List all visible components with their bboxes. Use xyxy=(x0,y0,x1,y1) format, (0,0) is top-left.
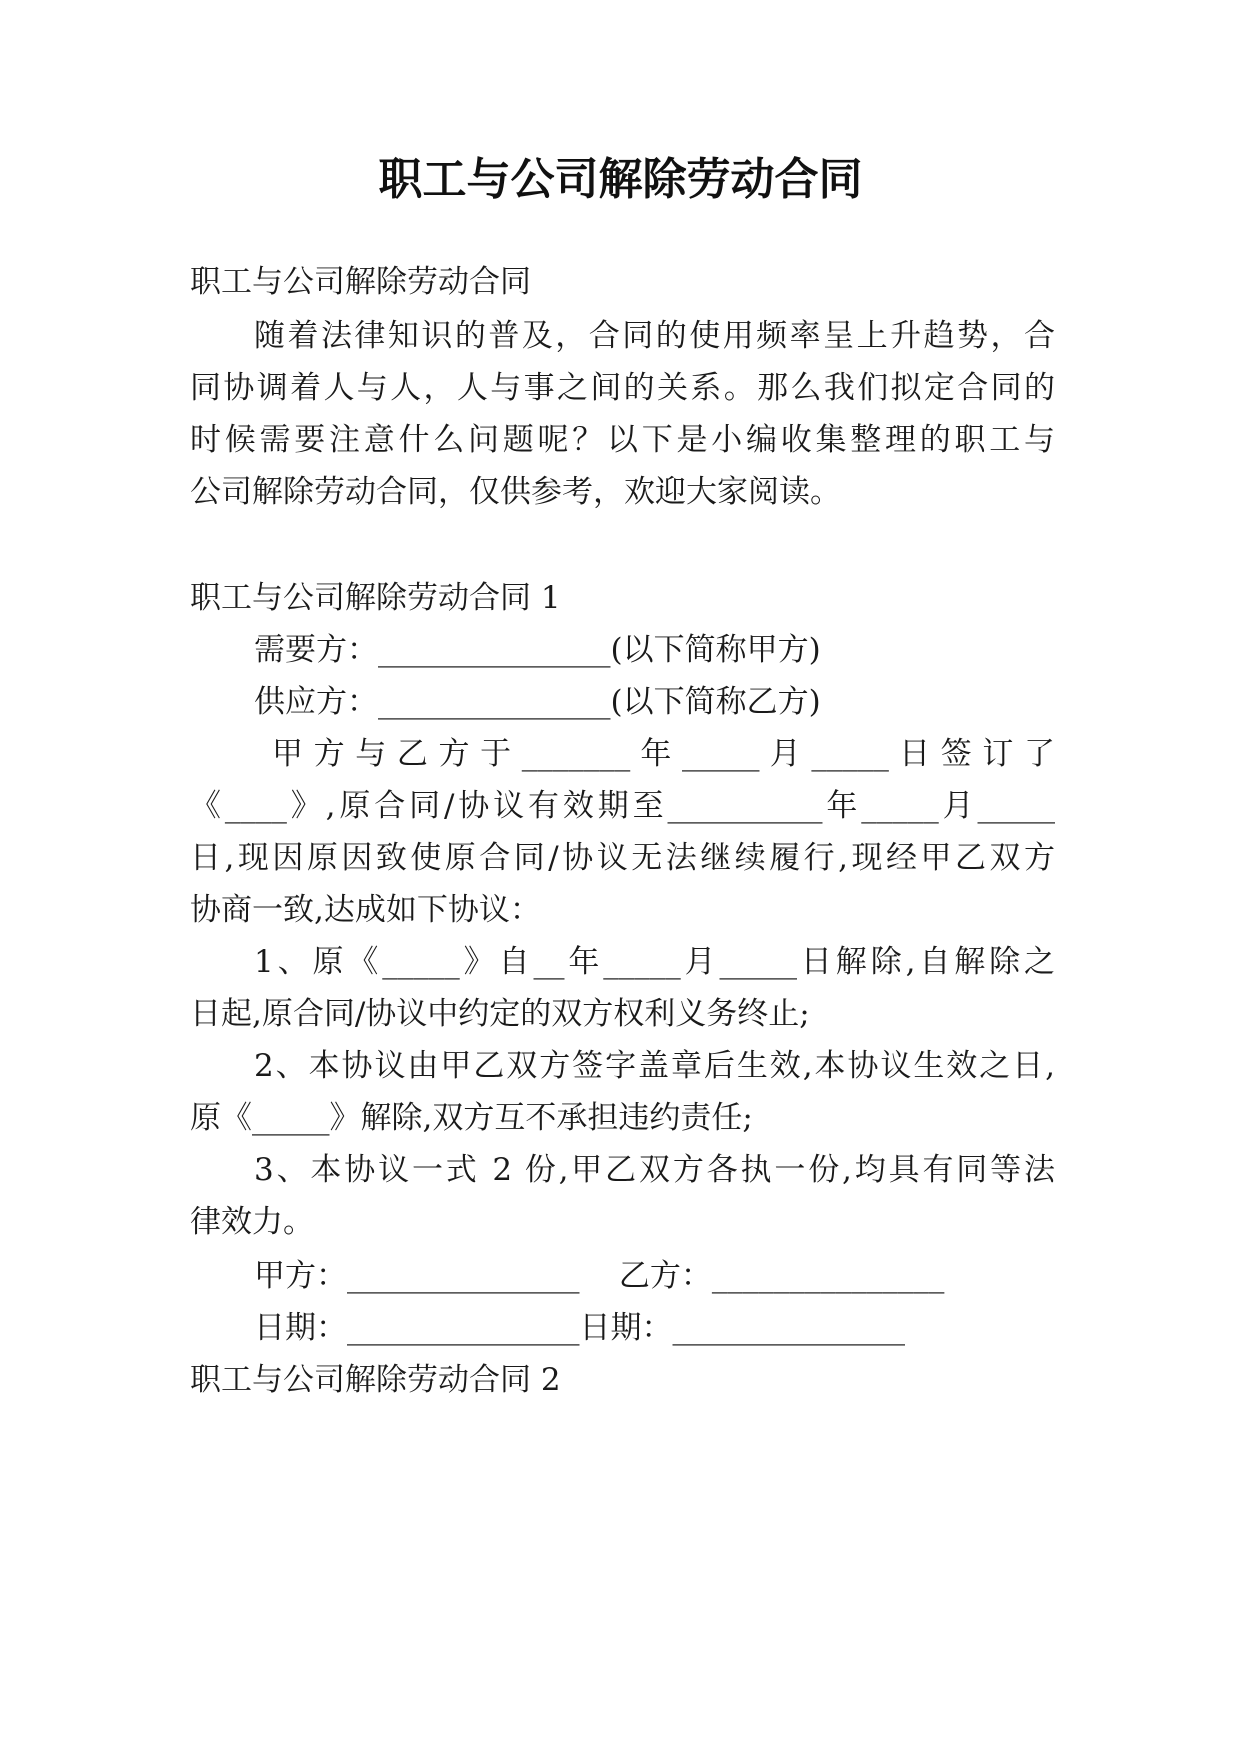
section-2-heading: 职工与公司解除劳动合同 2 xyxy=(190,1362,561,1398)
demand-party-field: 需要方：_______________(以下简称甲方) xyxy=(254,632,821,668)
intro-paragraph-line-2: 同协调着人与人，人与事之间的关系。那么我们拟定合同的 xyxy=(190,370,1055,406)
clause-3-line-1: 3、本协议一式 2 份,甲乙双方各执一份,均具有同等法 xyxy=(254,1152,1055,1188)
clause-1-line-1: 1、原《_____》自__年_____月_____日解除,自解除之 xyxy=(254,944,1055,980)
intro-paragraph-line-4: 公司解除劳动合同，仅供参考，欢迎大家阅读。 xyxy=(190,474,841,510)
supply-party-field: 供应方：_______________(以下简称乙方) xyxy=(254,684,821,720)
signing-date-line: 甲 方 与 乙 方 于 _______ 年 _____ 月 _____ 日 签 订 了 xyxy=(272,736,1055,772)
clause-2-line-1: 2、本协议由甲乙双方签字盖章后生效,本协议生效之日, xyxy=(254,1048,1055,1084)
agreement-intro-line: 协商一致,达成如下协议： xyxy=(190,892,541,928)
clause-3-line-2: 律效力。 xyxy=(190,1204,314,1240)
section-1-heading: 职工与公司解除劳动合同 1 xyxy=(190,580,561,616)
intro-paragraph-line-1: 随着法律知识的普及，合同的使用频率呈上升趋势，合 xyxy=(254,318,1055,354)
clause-2-line-2: 原《_____》解除,双方互不承担违约责任; xyxy=(190,1100,753,1136)
document-title: 职工与公司解除劳动合同 xyxy=(378,154,863,205)
party-signature-line: 甲方：_______________ 乙方：_______________ xyxy=(254,1258,945,1294)
original-contract-validity-line: 《____》,原合同/协议有效期至__________年_____月_____ xyxy=(190,788,1055,824)
date-signature-line: 日期：_______________日期：_______________ xyxy=(254,1310,905,1346)
intro-heading: 职工与公司解除劳动合同 xyxy=(190,264,531,300)
clause-1-line-2: 日起,原合同/协议中约定的双方权利义务终止; xyxy=(190,996,810,1032)
contract-reason-line: 日,现因原因致使原合同/协议无法继续履行,现经甲乙双方 xyxy=(190,840,1055,876)
intro-paragraph-line-3: 时候需要注意什么问题呢？以下是小编收集整理的职工与 xyxy=(190,422,1055,458)
